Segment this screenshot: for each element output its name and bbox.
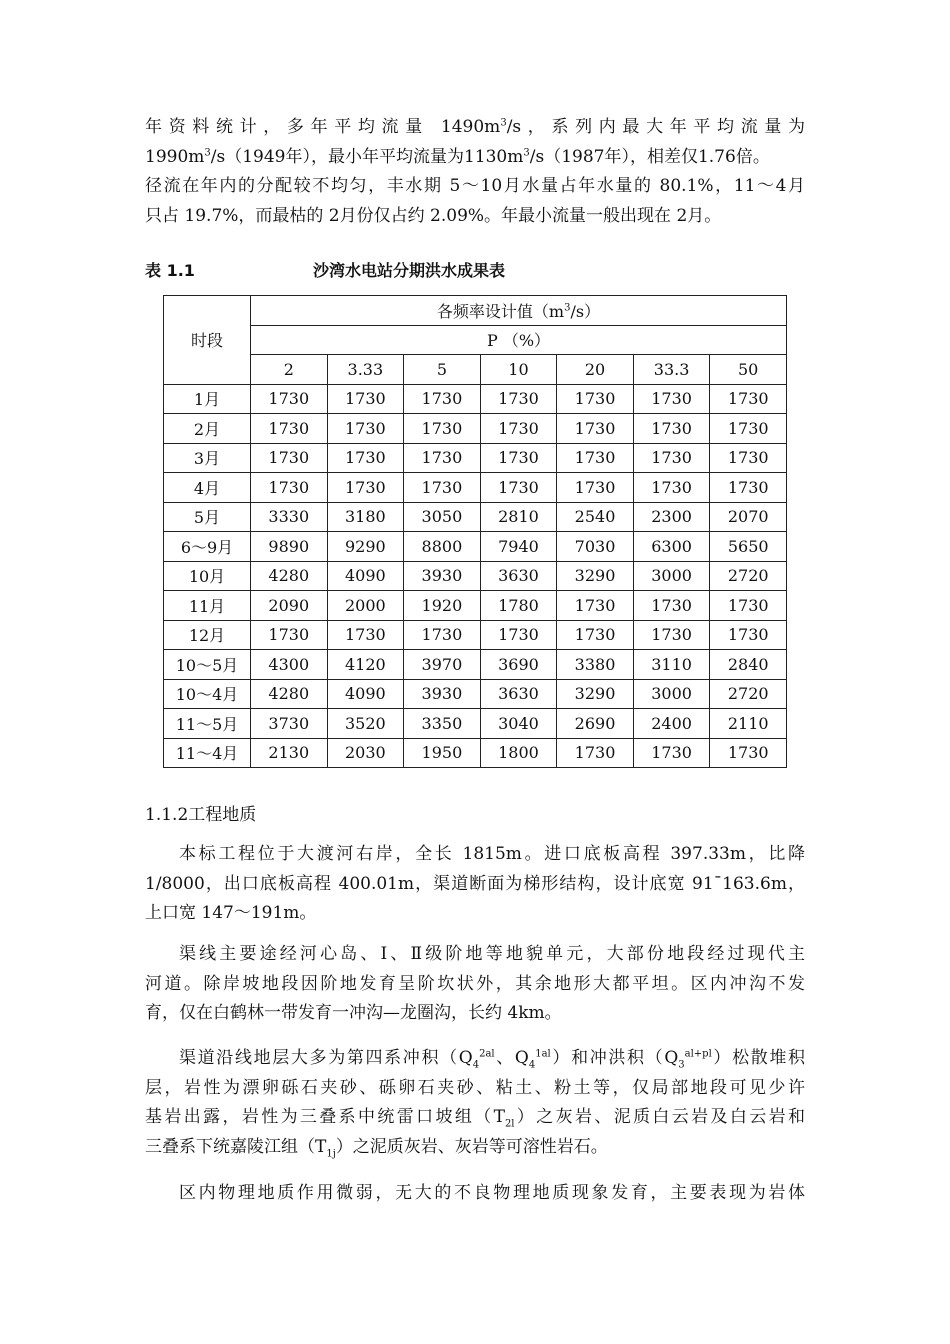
value-cell: 1730 — [710, 443, 787, 473]
table-row — [164, 414, 787, 444]
period-cell: 5月 — [164, 502, 251, 532]
frequency-header-cell: 5 — [404, 355, 481, 385]
frequency-header-cell: 20 — [557, 355, 634, 385]
value-cell: 4280 — [251, 679, 328, 709]
value-cell: 4120 — [327, 650, 404, 680]
value-cell: 2810 — [480, 502, 557, 532]
value-cell: 7030 — [557, 532, 634, 562]
value-cell: 1730 — [251, 473, 328, 503]
value-cell: 3040 — [480, 709, 557, 739]
value-cell: 1730 — [404, 384, 481, 414]
value-cell: 5650 — [710, 532, 787, 562]
section-paragraph-2 — [145, 940, 805, 1029]
value-cell: 3380 — [557, 650, 634, 680]
value-cell: 1730 — [404, 620, 481, 650]
section-paragraph-4 — [145, 1179, 805, 1209]
value-cell: 2130 — [251, 738, 328, 768]
intro-line-3: 径流在年内的分配较不均匀，丰水期 5～10月水量占年水量的 80.1%，11～4月 — [145, 176, 805, 196]
value-cell: 2540 — [557, 502, 634, 532]
value-cell: 1730 — [633, 384, 710, 414]
value-cell: 9890 — [251, 532, 328, 562]
period-cell: 12月 — [164, 620, 251, 650]
period-cell: 10～4月 — [164, 679, 251, 709]
value-cell: 2000 — [327, 591, 404, 621]
period-cell: 3月 — [164, 443, 251, 473]
value-cell: 1730 — [633, 443, 710, 473]
value-cell: 6300 — [633, 532, 710, 562]
value-cell: 2070 — [710, 502, 787, 532]
table-row — [164, 591, 787, 621]
table-row — [164, 443, 787, 473]
value-cell: 2720 — [710, 561, 787, 591]
value-cell: 1730 — [557, 591, 634, 621]
period-cell: 1月 — [164, 384, 251, 414]
value-cell: 1730 — [327, 620, 404, 650]
value-cell: 1730 — [557, 473, 634, 503]
value-cell: 1730 — [710, 473, 787, 503]
value-cell: 3930 — [404, 679, 481, 709]
table-number: 表 1.1 — [145, 261, 195, 280]
value-cell: 2400 — [633, 709, 710, 739]
value-cell: 1730 — [710, 738, 787, 768]
value-cell: 3630 — [480, 679, 557, 709]
value-cell: 3520 — [327, 709, 404, 739]
frequency-header-cell: 33.3 — [633, 355, 710, 385]
value-cell: 1730 — [633, 591, 710, 621]
p1-line-1: 本标工程位于大渡河右岸，全长 1815m。进口底板高程 397.33m，比降 — [179, 844, 805, 864]
value-cell: 2840 — [710, 650, 787, 680]
value-cell: 1730 — [710, 384, 787, 414]
value-cell: 1730 — [557, 443, 634, 473]
p-header: P （%） — [251, 325, 787, 355]
p3-line-3: 基岩出露，岩性为三叠系中统雷口坡组$(T_{2l})$之灰岩、泥质白云岩及白云岩和 — [145, 1107, 805, 1130]
period-cell: 6～9月 — [164, 532, 251, 562]
value-cell: 1730 — [633, 414, 710, 444]
table-row — [164, 473, 787, 503]
value-cell: 3050 — [404, 502, 481, 532]
section-paragraph-1 — [145, 840, 805, 929]
period-cell: 4月 — [164, 473, 251, 503]
value-cell: 2110 — [710, 709, 787, 739]
value-cell: 1730 — [327, 443, 404, 473]
p1-line-2: 1/8000，出口底板高程 400.01m，渠道断面为梯形结构，设计底宽 91¯163.6m， — [145, 873, 805, 894]
table-row — [164, 709, 787, 739]
value-cell: 1730 — [251, 620, 328, 650]
period-header: 时段 — [164, 296, 251, 385]
value-cell: 1730 — [557, 384, 634, 414]
table-row — [164, 532, 787, 562]
value-cell: 3290 — [557, 561, 634, 591]
value-cell: 1730 — [327, 384, 404, 414]
intro-line-4: 只占 19.7%，而最枯的 2月份仅占约 2.09%。年最小流量一般出现在 2月。 — [145, 205, 722, 226]
value-cell: 2030 — [327, 738, 404, 768]
period-cell: 2月 — [164, 414, 251, 444]
intro-line-1: 年资料统计，多年平均流量 $1490m^3/s$，系列内最大年平均流量为 — [145, 117, 805, 137]
table-row — [164, 384, 787, 414]
p1-line-3: 上口宽 147～191m。 — [145, 903, 317, 923]
p2-line-2: 河道。除岸坡地段因阶地发育呈阶坎状外，其余地形大都平坦。区内冲沟不发 — [145, 973, 805, 994]
value-cell: 2090 — [251, 591, 328, 621]
value-cell: 1730 — [251, 384, 328, 414]
table-row — [164, 561, 787, 591]
intro-line-2: $1990m^3/s(1949$年），最小年平均流量为$1130m^3/s(1987$年），相差仅1.76倍。 — [145, 146, 770, 167]
value-cell: 3930 — [404, 561, 481, 591]
value-cell: 3000 — [633, 679, 710, 709]
table-row — [164, 502, 787, 532]
table-caption — [145, 258, 805, 284]
period-cell: 10～5月 — [164, 650, 251, 680]
value-cell: 3290 — [557, 679, 634, 709]
frequency-header-cell: 3.33 — [327, 355, 404, 385]
value-cell: 1730 — [251, 443, 328, 473]
value-cell: 9290 — [327, 532, 404, 562]
value-cell: 1730 — [480, 384, 557, 414]
p3-line-2: 层，岩性为漂卵砾石夹砂、砾卵石夹砂、粘土、粉土等，仅局部地段可见少许 — [145, 1077, 805, 1098]
value-cell: 2690 — [557, 709, 634, 739]
p3-line-1: 渠道沿线地层大多为第四系冲积（$Q_4^{2al}$、$Q_4^{1al}$）和冲洪积$(Q_3^{al+pl})$松散堆积 — [179, 1048, 806, 1071]
value-cell: 3180 — [327, 502, 404, 532]
period-cell: 10月 — [164, 561, 251, 591]
value-cell: 7940 — [480, 532, 557, 562]
intro-paragraph — [145, 113, 805, 231]
period-cell: 11～5月 — [164, 709, 251, 739]
value-cell: 1730 — [633, 473, 710, 503]
period-cell: 11月 — [164, 591, 251, 621]
value-cell: 1730 — [557, 620, 634, 650]
value-cell: 4090 — [327, 679, 404, 709]
value-cell: 2300 — [633, 502, 710, 532]
p2-line-1: 渠线主要途经河心岛、Ⅰ、Ⅱ级阶地等地貌单元，大部份地段经过现代主 — [179, 944, 805, 964]
p4-line-1: 区内物理地质作用微弱，无大的不良物理地质现象发育，主要表现为岩体 — [179, 1183, 805, 1203]
value-cell: 1800 — [480, 738, 557, 768]
value-cell: 1730 — [404, 473, 481, 503]
value-cell: 2720 — [710, 679, 787, 709]
p3-line-4: 三叠系下统嘉陵江组$(T_{1j})$之泥质灰岩、灰岩等可溶性岩石。 — [145, 1136, 608, 1159]
value-cell: 1730 — [404, 414, 481, 444]
table-row — [164, 679, 787, 709]
value-cell: 1730 — [480, 443, 557, 473]
p2-line-3: 育，仅在白鹤林一带发育一冲沟—龙圈沟，长约 4km。 — [145, 1003, 562, 1023]
value-cell: 1730 — [633, 620, 710, 650]
value-cell: 1730 — [404, 443, 481, 473]
value-cell: 3330 — [251, 502, 328, 532]
value-cell: 1730 — [633, 738, 710, 768]
value-cell: 1780 — [480, 591, 557, 621]
value-cell: 1730 — [480, 414, 557, 444]
value-cell: 1950 — [404, 738, 481, 768]
value-cell: 1730 — [251, 414, 328, 444]
value-cell: 4090 — [327, 561, 404, 591]
period-cell: 11～4月 — [164, 738, 251, 768]
table-body — [164, 384, 787, 768]
value-cell: 3630 — [480, 561, 557, 591]
value-cell: 3350 — [404, 709, 481, 739]
flood-table — [163, 295, 787, 768]
value-cell: 3000 — [633, 561, 710, 591]
value-cell: 1730 — [327, 473, 404, 503]
table-row — [164, 738, 787, 768]
value-cell: 1730 — [480, 620, 557, 650]
table-row — [164, 650, 787, 680]
frequency-header-cell: 2 — [251, 355, 328, 385]
section-heading: 1.1.2工程地质 — [145, 805, 257, 825]
value-cell: 3110 — [633, 650, 710, 680]
value-cell: 3730 — [251, 709, 328, 739]
value-cell: 3690 — [480, 650, 557, 680]
value-cell: 1730 — [710, 414, 787, 444]
frequency-header-cell: 10 — [480, 355, 557, 385]
table-row — [164, 620, 787, 650]
unit-header: 各频率设计值$(m^3/s)$ — [251, 296, 787, 326]
value-cell: 1730 — [480, 473, 557, 503]
value-cell: 1730 — [710, 591, 787, 621]
section-paragraph-3 — [145, 1044, 805, 1162]
value-cell: 1730 — [710, 620, 787, 650]
value-cell: 1920 — [404, 591, 481, 621]
value-cell: 3970 — [404, 650, 481, 680]
value-cell: 1730 — [327, 414, 404, 444]
value-cell: 1730 — [557, 414, 634, 444]
value-cell: 4280 — [251, 561, 328, 591]
frequency-row — [164, 355, 787, 385]
frequency-header-cell: 50 — [710, 355, 787, 385]
value-cell: 4300 — [251, 650, 328, 680]
value-cell: 8800 — [404, 532, 481, 562]
value-cell: 1730 — [557, 738, 634, 768]
table-title: 沙湾水电站分期洪水成果表 — [313, 261, 506, 280]
